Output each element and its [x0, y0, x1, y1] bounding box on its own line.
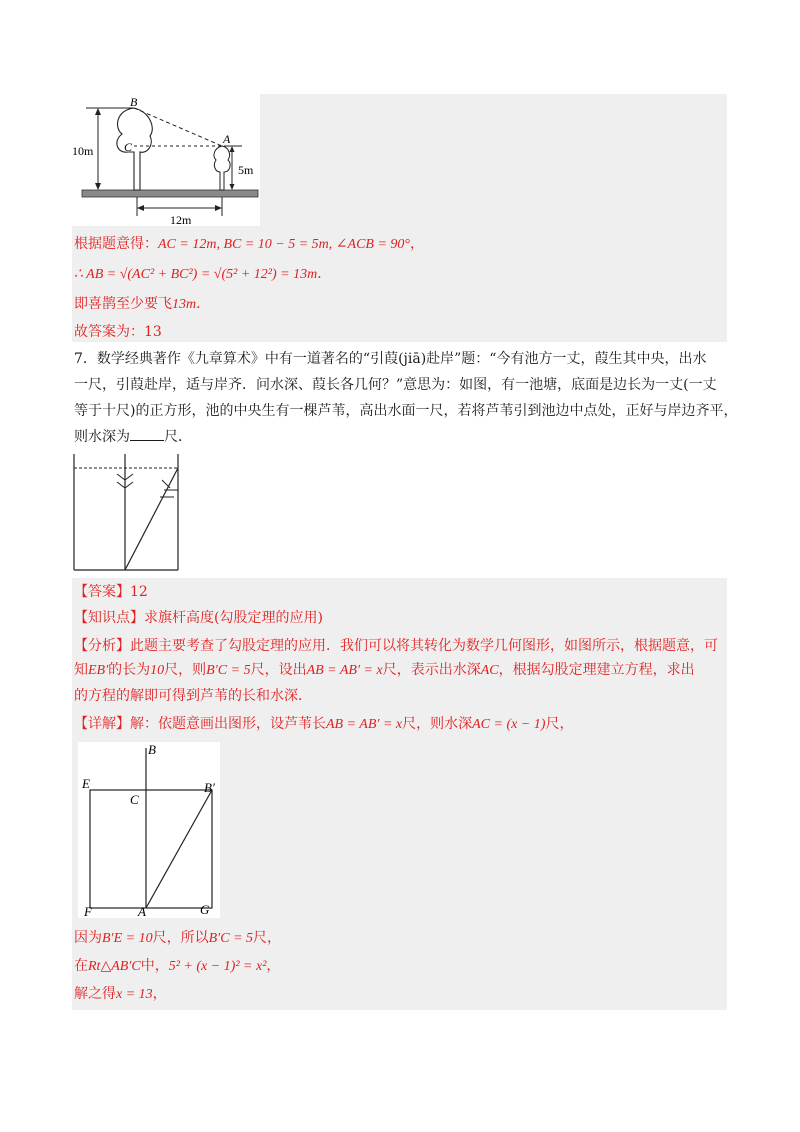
fig3-label-g: G: [200, 902, 210, 917]
question-line-4: 则水深为 尺．: [74, 424, 734, 450]
fig1-label-12m: 12m: [170, 213, 192, 226]
fig1-label-b: B: [130, 95, 138, 109]
solution-line-1: 根据题意得：AC = 12m, BC = 10 − 5 = 5m, ∠ACB = 90°，: [74, 236, 425, 252]
answer-blank: [130, 426, 164, 441]
analysis-line-1: 【分析】此题主要考查了勾股定理的应用．我们可以将其转化为数学几何图形，如图所示，根据题意，可: [74, 638, 718, 654]
step-line-2: 在Rt△AB′C中，5² + (x − 1)² = x²，: [74, 958, 281, 974]
detail-line: 【详解】解：依题意画出图形，设芦苇长AB = AB′ = x尺，则水深AC = (x − 1)尺，: [74, 716, 574, 732]
answer-line: 【答案】12: [74, 584, 148, 600]
solution-line-2: ∴ AB = √(AC² + BC²) = √(5² + 12²) = 13m．: [74, 266, 332, 282]
fig3-label-b: B: [148, 742, 156, 757]
question-line-1: 7．数学经典著作《九章算术》中有一道著名的“引葭(jiā)赴岸”题：“今有池方一丈，葭生其中央，出水: [74, 351, 707, 367]
figure-pond: [72, 452, 182, 572]
solution-line-1-math: AC = 12m, BC = 10 − 5 = 5m, ∠ACB = 90°: [158, 237, 411, 252]
fig1-label-10m: 10m: [72, 144, 94, 158]
analysis-line-2: 知EB′的长为10尺，则B′C = 5尺，设出AB = AB′ = x尺，表示出水深AC，根据勾股定理建立方程，求出: [74, 662, 695, 678]
fig3-label-e: E: [82, 776, 90, 791]
step-line-3: 解之得x = 13，: [74, 986, 167, 1002]
question-line-2: 一尺，引葭赴岸，适与岸齐．问水深、葭长各几何？”意思为：如图，有一池塘，底面是边长为一丈(一丈: [74, 377, 717, 393]
figure-geometry: [78, 742, 220, 918]
fig3-label-bprime: B′: [204, 780, 215, 795]
analysis-line-3: 的方程的解即可得到芦苇的长和水深．: [74, 688, 312, 704]
knowledge-line: 【知识点】求旗杆高度(勾股定理的应用): [74, 610, 323, 626]
fig3-label-a: A: [138, 904, 146, 918]
fig1-label-a: A: [223, 132, 231, 146]
solution-line-3-math: 13m: [172, 297, 197, 312]
solution-line-3: 即喜鹊至少要飞13m．: [74, 296, 211, 312]
solution-line-4: 故答案为：13: [74, 324, 162, 340]
fig3-label-f: F: [84, 904, 92, 918]
fig1-label-5m: 5m: [238, 163, 254, 177]
fig1-label-c: C: [124, 140, 133, 154]
step-line-1: 因为B′E = 10尺，所以B′C = 5尺，: [74, 930, 282, 946]
question-7: [74, 346, 738, 450]
solution-line-2-math: ∴ AB = √(AC² + BC²) = √(5² + 12²) = 13m: [74, 267, 318, 282]
question-line-3: 等于十尺)的正方形，池的中央生有一棵芦苇，高出水面一尺，若将芦苇引到池边中点处，正好与岸边齐平，: [74, 403, 738, 419]
fig3-label-c: C: [130, 792, 139, 807]
figure-trees: [72, 94, 260, 226]
